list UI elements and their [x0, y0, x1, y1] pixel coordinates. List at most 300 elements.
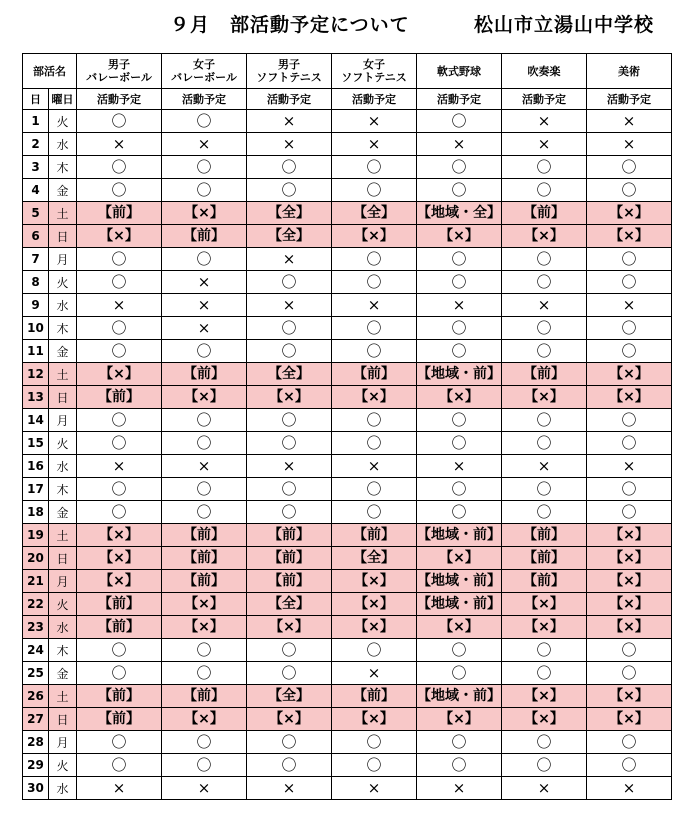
table-row [23, 202, 672, 225]
weekday-cell: 土 [49, 202, 77, 225]
schedule-cell: 〇 [332, 478, 417, 501]
schedule-cell: 〇 [332, 340, 417, 363]
table-row [23, 662, 672, 685]
schedule-cell: 〇 [77, 248, 162, 271]
schedule-cell: 〇 [247, 409, 332, 432]
table-row [23, 409, 672, 432]
schedule-cell: 〇 [77, 662, 162, 685]
schedule-cell: × [332, 294, 417, 317]
header-row-sub [23, 89, 672, 110]
table-row [23, 133, 672, 156]
schedule-cell: 〇 [417, 271, 502, 294]
schedule-cell: 〇 [587, 156, 672, 179]
schedule-cell: × [332, 110, 417, 133]
table-row [23, 754, 672, 777]
day-cell: 26 [23, 685, 49, 708]
schedule-cell: 〇 [77, 271, 162, 294]
schedule-cell: 〇 [247, 478, 332, 501]
schedule-cell: × [502, 455, 587, 478]
schedule-cell: 【前】 [502, 570, 587, 593]
day-cell: 15 [23, 432, 49, 455]
weekday-cell: 日 [49, 386, 77, 409]
weekday-cell: 金 [49, 501, 77, 524]
schedule-cell: 〇 [417, 731, 502, 754]
schedule-cell: 〇 [247, 340, 332, 363]
table-row [23, 294, 672, 317]
day-cell: 7 [23, 248, 49, 271]
schedule-cell: 【前】 [162, 570, 247, 593]
schedule-cell: 〇 [247, 179, 332, 202]
day-cell: 13 [23, 386, 49, 409]
weekday-cell: 日 [49, 708, 77, 731]
schedule-cell: 【×】 [162, 616, 247, 639]
schedule-cell: 〇 [502, 271, 587, 294]
schedule-cell: 【前】 [247, 570, 332, 593]
day-cell: 25 [23, 662, 49, 685]
weekday-cell: 月 [49, 248, 77, 271]
schedule-cell: 【全】 [332, 547, 417, 570]
schedule-cell: × [77, 455, 162, 478]
weekday-cell: 水 [49, 294, 77, 317]
table-row [23, 340, 672, 363]
schedule-cell: 【全】 [247, 202, 332, 225]
schedule-cell: 〇 [587, 731, 672, 754]
schedule-cell: 【×】 [77, 547, 162, 570]
schedule-cell: 〇 [162, 110, 247, 133]
weekday-cell: 火 [49, 754, 77, 777]
schedule-cell: 〇 [247, 317, 332, 340]
schedule-cell: × [417, 294, 502, 317]
schedule-cell: × [247, 248, 332, 271]
day-cell: 3 [23, 156, 49, 179]
day-cell: 11 [23, 340, 49, 363]
schedule-cell: 【×】 [587, 547, 672, 570]
schedule-cell: 〇 [332, 248, 417, 271]
table-row [23, 524, 672, 547]
schedule-cell: 【地域・前】 [417, 363, 502, 386]
schedule-cell: 〇 [417, 409, 502, 432]
schedule-cell: 〇 [332, 317, 417, 340]
schedule-cell: 〇 [417, 478, 502, 501]
schedule-cell: 〇 [502, 754, 587, 777]
day-cell: 28 [23, 731, 49, 754]
schedule-cell: 【×】 [587, 593, 672, 616]
schedule-cell: × [502, 133, 587, 156]
day-cell: 20 [23, 547, 49, 570]
schedule-body [23, 110, 672, 800]
table-row [23, 432, 672, 455]
schedule-cell: 〇 [587, 754, 672, 777]
day-cell: 14 [23, 409, 49, 432]
schedule-cell: 〇 [162, 754, 247, 777]
schedule-cell: × [502, 777, 587, 800]
schedule-cell: 〇 [77, 478, 162, 501]
schedule-cell: × [77, 777, 162, 800]
schedule-cell: × [587, 777, 672, 800]
table-row [23, 685, 672, 708]
schedule-cell: 〇 [332, 409, 417, 432]
schedule-cell: × [587, 294, 672, 317]
schedule-cell: 〇 [77, 639, 162, 662]
weekday-cell: 月 [49, 731, 77, 754]
schedule-cell: × [162, 317, 247, 340]
schedule-cell: 【前】 [502, 363, 587, 386]
schedule-cell: 【×】 [247, 616, 332, 639]
weekday-cell: 金 [49, 340, 77, 363]
schedule-cell: 【全】 [247, 685, 332, 708]
day-header: 日 [23, 89, 49, 110]
schedule-cell: 【×】 [587, 202, 672, 225]
schedule-cell: 〇 [332, 501, 417, 524]
schedule-cell: 〇 [502, 156, 587, 179]
club-header: 男子 バレーボール [77, 54, 162, 89]
schedule-cell: 【前】 [332, 685, 417, 708]
schedule-cell: 〇 [417, 754, 502, 777]
schedule-cell: 【地域・全】 [417, 202, 502, 225]
schedule-cell: × [587, 455, 672, 478]
weekday-cell: 水 [49, 777, 77, 800]
schedule-cell: 【前】 [332, 524, 417, 547]
schedule-cell: 【×】 [247, 708, 332, 731]
schedule-cell: 〇 [332, 754, 417, 777]
schedule-cell: × [247, 110, 332, 133]
schedule-cell: 【前】 [77, 616, 162, 639]
schedule-cell: 〇 [77, 754, 162, 777]
schedule-cell: 【×】 [417, 225, 502, 248]
day-cell: 4 [23, 179, 49, 202]
schedule-cell: 【×】 [502, 616, 587, 639]
day-cell: 16 [23, 455, 49, 478]
weekday-cell: 火 [49, 432, 77, 455]
schedule-cell: 〇 [332, 271, 417, 294]
schedule-cell: 【前】 [247, 524, 332, 547]
schedule-cell: 〇 [332, 179, 417, 202]
schedule-cell: 【前】 [77, 708, 162, 731]
schedule-cell: 【×】 [332, 593, 417, 616]
schedule-cell: 〇 [417, 248, 502, 271]
schedule-cell: 〇 [417, 340, 502, 363]
schedule-cell: 【×】 [587, 363, 672, 386]
schedule-cell: 【×】 [77, 225, 162, 248]
schedule-cell: 【前】 [77, 685, 162, 708]
day-cell: 29 [23, 754, 49, 777]
schedule-cell: 【×】 [247, 386, 332, 409]
schedule-cell: 【×】 [587, 708, 672, 731]
schedule-cell: 【×】 [77, 363, 162, 386]
activity-plan-header: 活動予定 [77, 89, 162, 110]
schedule-cell: × [587, 133, 672, 156]
schedule-cell: 〇 [162, 409, 247, 432]
schedule-cell: × [417, 777, 502, 800]
schedule-cell: 〇 [502, 317, 587, 340]
schedule-cell: 〇 [587, 639, 672, 662]
schedule-cell: 〇 [417, 501, 502, 524]
schedule-cell: 【全】 [332, 202, 417, 225]
schedule-cell: 〇 [332, 639, 417, 662]
schedule-cell: 【前】 [247, 547, 332, 570]
day-cell: 23 [23, 616, 49, 639]
schedule-cell: × [247, 777, 332, 800]
schedule-cell: 【×】 [587, 570, 672, 593]
schedule-cell: 〇 [587, 179, 672, 202]
page-title: ９月 部活動予定について [170, 14, 410, 36]
table-row [23, 225, 672, 248]
schedule-cell: 〇 [247, 662, 332, 685]
school-name: 松山市立湯山中学校 [474, 14, 655, 36]
schedule-cell: 〇 [417, 432, 502, 455]
schedule-cell: × [77, 294, 162, 317]
table-row [23, 271, 672, 294]
schedule-cell: 【×】 [417, 547, 502, 570]
weekday-cell: 金 [49, 662, 77, 685]
schedule-cell: 【×】 [332, 570, 417, 593]
day-cell: 19 [23, 524, 49, 547]
schedule-cell: 〇 [502, 179, 587, 202]
day-cell: 12 [23, 363, 49, 386]
schedule-cell: 〇 [247, 754, 332, 777]
schedule-cell: × [502, 110, 587, 133]
schedule-cell: 〇 [77, 179, 162, 202]
schedule-cell: 【×】 [77, 570, 162, 593]
table-row [23, 639, 672, 662]
header-row-clubs [23, 54, 672, 89]
schedule-cell: 【×】 [587, 225, 672, 248]
schedule-cell: 〇 [162, 478, 247, 501]
schedule-cell: × [417, 455, 502, 478]
schedule-cell: × [247, 294, 332, 317]
schedule-cell: 【前】 [77, 386, 162, 409]
table-row [23, 248, 672, 271]
schedule-cell: 【×】 [162, 593, 247, 616]
club-header: 吹奏楽 [502, 54, 587, 89]
schedule-cell: 〇 [77, 156, 162, 179]
schedule-cell: 【×】 [332, 386, 417, 409]
weekday-cell: 水 [49, 616, 77, 639]
schedule-cell: 〇 [247, 731, 332, 754]
schedule-cell: × [77, 133, 162, 156]
schedule-cell: 【前】 [162, 547, 247, 570]
schedule-cell: 〇 [77, 110, 162, 133]
club-header: 女子 ソフトテニス [332, 54, 417, 89]
schedule-cell: 〇 [587, 501, 672, 524]
schedule-cell: 〇 [162, 639, 247, 662]
schedule-cell: 【×】 [162, 708, 247, 731]
schedule-cell: 【×】 [417, 386, 502, 409]
table-row [23, 708, 672, 731]
schedule-cell: 〇 [417, 317, 502, 340]
schedule-cell: 【×】 [162, 202, 247, 225]
table-row [23, 317, 672, 340]
schedule-cell: 〇 [587, 409, 672, 432]
schedule-cell: 〇 [502, 248, 587, 271]
schedule-cell: 〇 [417, 110, 502, 133]
schedule-cell: × [162, 455, 247, 478]
table-row [23, 363, 672, 386]
day-cell: 30 [23, 777, 49, 800]
schedule-cell: 【全】 [247, 593, 332, 616]
schedule-cell: 【前】 [77, 593, 162, 616]
schedule-cell: 【地域・前】 [417, 524, 502, 547]
schedule-cell: 〇 [77, 731, 162, 754]
schedule-cell: 〇 [77, 340, 162, 363]
day-cell: 24 [23, 639, 49, 662]
schedule-cell: × [162, 294, 247, 317]
schedule-cell: 〇 [332, 432, 417, 455]
schedule-table [22, 53, 672, 800]
table-row [23, 110, 672, 133]
day-cell: 6 [23, 225, 49, 248]
schedule-cell: 【×】 [417, 708, 502, 731]
schedule-cell: 【前】 [332, 363, 417, 386]
day-cell: 5 [23, 202, 49, 225]
weekday-cell: 土 [49, 685, 77, 708]
activity-plan-header: 活動予定 [587, 89, 672, 110]
weekday-cell: 水 [49, 455, 77, 478]
schedule-cell: 〇 [162, 432, 247, 455]
schedule-cell: 〇 [247, 271, 332, 294]
schedule-cell: × [332, 777, 417, 800]
schedule-cell: 【全】 [247, 225, 332, 248]
weekday-cell: 金 [49, 179, 77, 202]
schedule-cell: 〇 [502, 409, 587, 432]
schedule-cell: 〇 [587, 478, 672, 501]
schedule-cell: 【前】 [502, 547, 587, 570]
schedule-cell: 【×】 [502, 593, 587, 616]
schedule-cell: 〇 [162, 156, 247, 179]
schedule-cell: 〇 [332, 156, 417, 179]
schedule-cell: 【地域・前】 [417, 593, 502, 616]
schedule-cell: 【地域・前】 [417, 570, 502, 593]
schedule-cell: 〇 [502, 501, 587, 524]
activity-plan-header: 活動予定 [332, 89, 417, 110]
schedule-cell: 〇 [587, 432, 672, 455]
weekday-cell: 木 [49, 156, 77, 179]
schedule-cell: 〇 [587, 662, 672, 685]
schedule-cell: 〇 [247, 156, 332, 179]
weekday-cell: 月 [49, 570, 77, 593]
day-cell: 1 [23, 110, 49, 133]
schedule-cell: × [247, 133, 332, 156]
schedule-cell: 〇 [247, 639, 332, 662]
weekday-cell: 土 [49, 363, 77, 386]
club-header: 女子 バレーボール [162, 54, 247, 89]
schedule-cell: 〇 [587, 271, 672, 294]
table-row [23, 570, 672, 593]
day-cell: 17 [23, 478, 49, 501]
club-header: 軟式野球 [417, 54, 502, 89]
table-row [23, 179, 672, 202]
schedule-cell: 〇 [162, 731, 247, 754]
schedule-cell: 〇 [502, 478, 587, 501]
activity-plan-header: 活動予定 [247, 89, 332, 110]
table-row [23, 593, 672, 616]
schedule-cell: × [162, 271, 247, 294]
schedule-cell: 【×】 [587, 616, 672, 639]
schedule-cell: 〇 [162, 340, 247, 363]
schedule-cell: 〇 [332, 731, 417, 754]
weekday-cell: 木 [49, 478, 77, 501]
schedule-cell: 【前】 [502, 524, 587, 547]
table-row [23, 478, 672, 501]
schedule-cell: 〇 [417, 156, 502, 179]
schedule-cell: 〇 [77, 432, 162, 455]
schedule-cell: 【前】 [162, 685, 247, 708]
schedule-cell: 【×】 [332, 225, 417, 248]
schedule-cell: 【×】 [77, 524, 162, 547]
schedule-cell: × [502, 294, 587, 317]
schedule-cell: × [332, 455, 417, 478]
schedule-cell: 【×】 [502, 708, 587, 731]
schedule-cell: 〇 [587, 340, 672, 363]
day-cell: 10 [23, 317, 49, 340]
weekday-cell: 水 [49, 133, 77, 156]
schedule-cell: × [162, 133, 247, 156]
schedule-cell: 【×】 [587, 386, 672, 409]
schedule-cell: 〇 [162, 179, 247, 202]
table-row [23, 501, 672, 524]
schedule-cell: 【×】 [502, 225, 587, 248]
schedule-cell: 〇 [502, 340, 587, 363]
weekday-cell: 火 [49, 593, 77, 616]
schedule-cell: × [332, 133, 417, 156]
day-cell: 22 [23, 593, 49, 616]
day-cell: 8 [23, 271, 49, 294]
schedule-cell: 【×】 [417, 616, 502, 639]
club-header: 美術 [587, 54, 672, 89]
weekday-cell: 木 [49, 639, 77, 662]
weekday-cell: 木 [49, 317, 77, 340]
activity-plan-header: 活動予定 [162, 89, 247, 110]
schedule-cell: 【全】 [247, 363, 332, 386]
schedule-cell: 【前】 [162, 524, 247, 547]
schedule-cell: 〇 [77, 317, 162, 340]
club-header: 男子 ソフトテニス [247, 54, 332, 89]
weekday-cell: 火 [49, 110, 77, 133]
schedule-cell: 【×】 [587, 685, 672, 708]
schedule-cell: 〇 [417, 662, 502, 685]
schedule-cell: 【×】 [502, 386, 587, 409]
schedule-cell: 【地域・前】 [417, 685, 502, 708]
schedule-cell: 【×】 [332, 616, 417, 639]
table-row [23, 455, 672, 478]
table-row [23, 731, 672, 754]
schedule-cell: 〇 [247, 432, 332, 455]
schedule-cell: 〇 [502, 432, 587, 455]
schedule-cell: 【×】 [162, 386, 247, 409]
table-row [23, 156, 672, 179]
schedule-cell: × [162, 777, 247, 800]
activity-plan-header: 活動予定 [417, 89, 502, 110]
weekday-cell: 月 [49, 409, 77, 432]
schedule-cell: 〇 [162, 662, 247, 685]
weekday-cell: 日 [49, 547, 77, 570]
schedule-cell: × [332, 662, 417, 685]
schedule-cell: 〇 [77, 409, 162, 432]
table-row [23, 386, 672, 409]
day-cell: 9 [23, 294, 49, 317]
schedule-cell: 〇 [502, 731, 587, 754]
weekday-cell: 火 [49, 271, 77, 294]
schedule-cell: 【×】 [332, 708, 417, 731]
schedule-cell: 〇 [417, 179, 502, 202]
day-cell: 18 [23, 501, 49, 524]
schedule-cell: × [417, 133, 502, 156]
schedule-cell: 【×】 [502, 685, 587, 708]
weekday-header: 曜日 [49, 89, 77, 110]
schedule-cell: 〇 [502, 639, 587, 662]
schedule-cell: 【前】 [162, 225, 247, 248]
schedule-cell: × [247, 455, 332, 478]
